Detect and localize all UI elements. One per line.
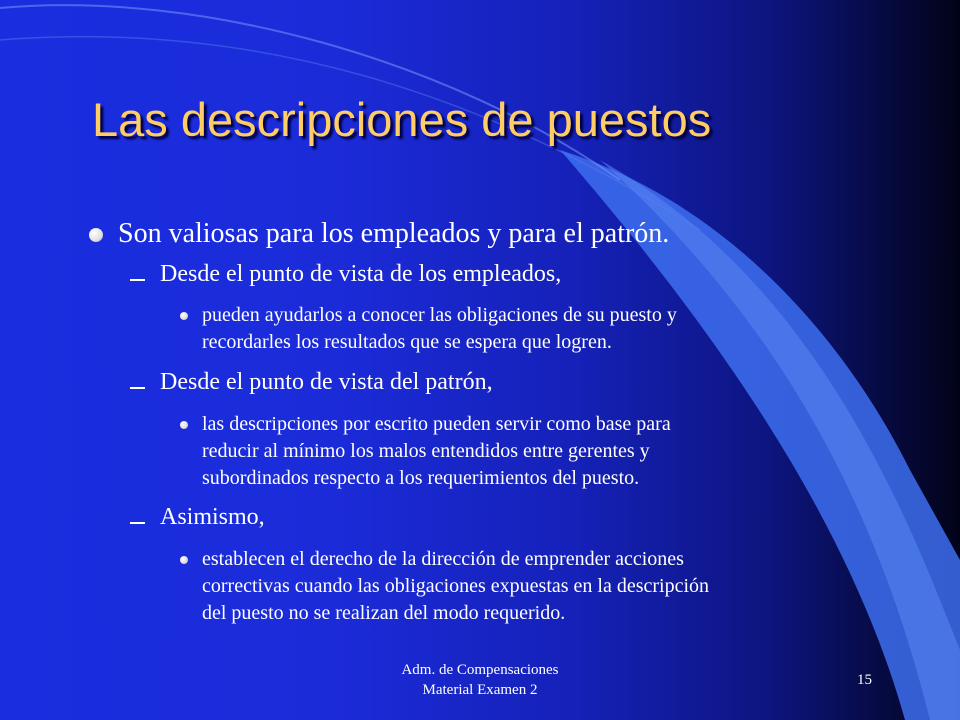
- slide-title: Las descripciones de puestos: [92, 93, 712, 146]
- sub-bullet-asimismo: Asimismo,: [160, 504, 265, 530]
- bullet-main: Son valiosas para los empleados y para el patrón.: [118, 218, 670, 249]
- sub-bullet-empleados: Desde el punto de vista de los empleados,: [160, 261, 562, 287]
- sub-bullet-patron: Desde el punto de vista del patrón,: [160, 369, 493, 395]
- dash-icon: [130, 522, 145, 524]
- small-bullet-icon: [180, 556, 188, 564]
- detail-line: establecen el derecho de la dirección de emprender acciones: [202, 548, 684, 570]
- detail-line: subordinados respecto a los requerimientos del puesto.: [202, 467, 640, 489]
- small-bullet-icon: [180, 312, 188, 320]
- bullet-dot-icon: [89, 228, 103, 242]
- small-bullet-icon: [180, 421, 188, 429]
- dash-icon: [130, 279, 145, 281]
- page-number: 15: [857, 672, 872, 688]
- detail-line: correctivas cuando las obligaciones expuestas en la descripción: [202, 575, 710, 597]
- detail-line: reducir al mínimo los malos entendidos entre gerentes y: [202, 440, 650, 462]
- footer-course: Adm. de Compensaciones: [401, 662, 559, 678]
- detail-line: las descripciones por escrito pueden servir como base para: [202, 413, 671, 435]
- dash-icon: [130, 387, 145, 389]
- footer-material: Material Examen 2: [422, 682, 538, 698]
- detail-line: pueden ayudarlos a conocer las obligaciones de su puesto y: [202, 304, 677, 326]
- detail-line: recordarles los resultados que se espera que logren.: [202, 331, 612, 353]
- detail-line: del puesto no se realizan del modo requerido.: [202, 602, 566, 624]
- slide-footer: [330, 660, 630, 700]
